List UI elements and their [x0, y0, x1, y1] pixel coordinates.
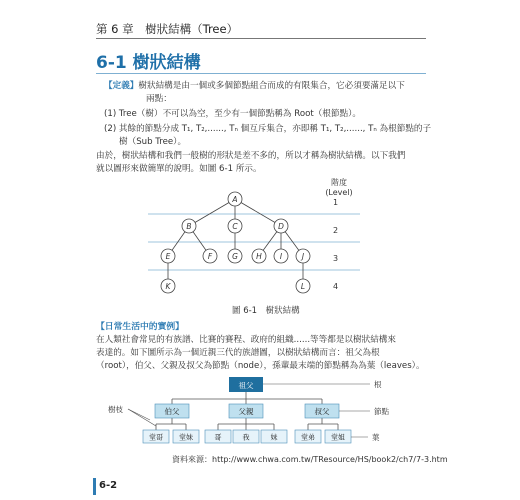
level-header: 階度	[331, 178, 347, 187]
source-citation: 資料來源：http://www.chwa.com.tw/TResource/HS/book2/ch7/7-3.htm	[172, 455, 448, 464]
svg-text:祖父: 祖父	[238, 381, 254, 390]
label-root: 根	[374, 380, 382, 389]
svg-text:L: L	[300, 282, 306, 291]
svg-text:F: F	[207, 252, 213, 261]
figure-caption: 圖 6-1 樹狀結構	[232, 306, 300, 316]
svg-text:G: G	[232, 252, 238, 261]
definition-tag: 【定義】	[104, 81, 139, 91]
svg-text:堂妹: 堂妹	[179, 433, 193, 442]
family-leaf-node	[205, 430, 231, 443]
level-number: 2	[333, 226, 339, 235]
example-line-3: （root），伯父、父親及叔父為節點（node），孫輩最末端的節點稱為為葉（leaves）。	[96, 361, 425, 371]
section-title: 6-1 樹狀結構	[96, 53, 201, 73]
level-number: 3	[333, 254, 339, 263]
label-node: 節點	[374, 407, 389, 416]
svg-text:H: H	[256, 252, 262, 261]
svg-text:I: I	[279, 252, 283, 261]
level-number: 1	[333, 198, 339, 207]
svg-text:堂姐: 堂姐	[331, 433, 345, 442]
family-child-node	[229, 404, 263, 418]
svg-text:堂弟: 堂弟	[301, 433, 315, 442]
svg-text:C: C	[232, 222, 238, 231]
example-tag: 【日常生活中的實例】	[96, 322, 184, 332]
label-branch: 樹枝	[108, 405, 123, 414]
svg-text:A: A	[232, 195, 238, 204]
svg-text:堂哥: 堂哥	[149, 433, 163, 442]
family-leaf-node	[173, 430, 199, 443]
family-child-node	[305, 404, 339, 418]
svg-text:J: J	[301, 252, 305, 261]
intro-line-1: 由於，樹狀結構和我們一般樹的形狀是差不多的，所以才稱為樹狀結構。以下我們	[96, 151, 406, 161]
svg-text:D: D	[278, 222, 284, 231]
svg-text:父親: 父親	[238, 407, 254, 416]
page-number-marker	[93, 478, 96, 495]
svg-text:B: B	[186, 222, 192, 231]
svg-text:妹: 妹	[270, 433, 278, 442]
definition-item-2a: (2) 其餘的節點分成 T₁, T₂,......, Tₙ 個互斥集合，亦即稱 T₁, T₂,......, Tₙ 為根節點的子	[104, 124, 432, 134]
level-header-en: (Level)	[325, 188, 353, 197]
example-line-2: 表達的。如下圖所示為一個近親三代的族譜圖，以樹狀結構而言：祖父為根	[96, 348, 380, 358]
family-leaf-node	[261, 430, 287, 443]
svg-text:K: K	[165, 282, 171, 291]
definition-text-1: 樹狀結構是由一個或多個節點組合而成的有限集合，它必須要滿足以下	[138, 81, 405, 91]
page-footer	[0, 474, 520, 500]
family-child-node	[155, 404, 189, 418]
intro-line-2: 就以圖形來做簡單的說明。如圖 6-1 所示。	[96, 164, 262, 174]
family-leaf-node	[325, 430, 351, 443]
example-line-1: 在人類社會常見的有族譜、比賽的賽程、政府的組織......等等都是以樹狀結構來	[96, 335, 396, 345]
level-number: 4	[333, 282, 339, 291]
svg-text:叔父: 叔父	[314, 407, 330, 416]
family-root-node	[229, 377, 263, 392]
chapter-title: 第 6 章 樹狀結構（Tree）	[96, 22, 239, 36]
definition-item-1: (1) Tree（樹）不可以為空，至少有一個節點稱為 Root（根節點）。	[104, 109, 361, 119]
label-leaf: 葉	[372, 433, 380, 442]
definition-line-2: 兩點：	[146, 94, 172, 104]
svg-text:我: 我	[242, 433, 250, 442]
definition-item-2b: 樹（Sub Tree）。	[119, 137, 187, 147]
svg-text:E: E	[165, 252, 171, 261]
family-leaf-node	[143, 430, 169, 443]
svg-text:伯父: 伯父	[164, 407, 180, 416]
family-leaf-node	[233, 430, 259, 443]
svg-text:哥: 哥	[214, 433, 222, 442]
family-leaf-node	[295, 430, 321, 443]
page-number: 6-2	[99, 480, 118, 491]
